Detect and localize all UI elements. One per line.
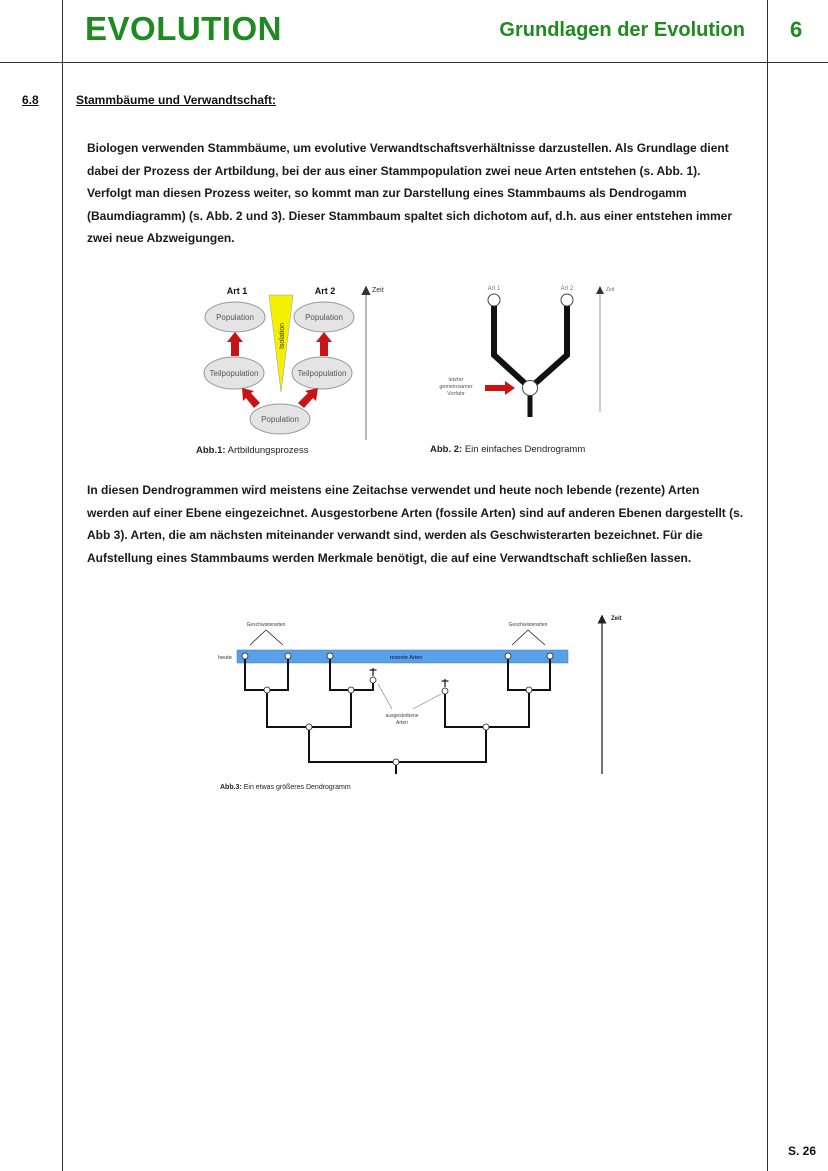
page-number: S. 26 <box>787 1144 816 1158</box>
isolation-label: Isolation <box>279 322 286 350</box>
sibling-label: Geschwisterarten <box>508 622 548 628</box>
ancestor-label: Vorfahr <box>447 391 465 397</box>
species-node <box>561 294 573 306</box>
page-title: EVOLUTION <box>85 10 283 47</box>
svg-text:Abb.3: Ein etwas größeres Dend <box>220 784 351 791</box>
text-line: Verfolgt man diesen Prozess weiter, so kommt man zur Darstellung eines Stammbaums als Dendrogamm <box>87 186 687 201</box>
caption-text: Artbildungsprozess <box>225 445 309 456</box>
text-line: In diesen Dendrogrammen wird meistens eine Zeitachse verwendet und heute noch lebende (rezente) Arten <box>87 483 700 497</box>
page-subtitle: Grundlagen der Evolution <box>499 19 745 41</box>
branches <box>494 306 567 388</box>
recent-species-label: rezente Arten <box>389 655 423 661</box>
text-line: (Baumdiagramm) (s. Abb. 2 und 3). Dieser Stammbaum spaltet sich dichotom auf, d.h. aus einer entstehen immer <box>87 208 733 223</box>
text-line: dabei der Prozess der Artbildung, bei der aus einer Stammpopulation zwei neue Arten entstehen (s. Abb. 1). <box>87 163 701 178</box>
caption-label: Abb.3: <box>220 784 242 791</box>
text-line: Biologen verwenden Stammbäume, um evolutive Verwandtschaftsverhältnisse darzustellen. Als Grundlage dient <box>87 141 729 155</box>
sibling-arrows <box>250 630 545 645</box>
node-label: Population <box>216 313 254 322</box>
ancestor-label: letzter <box>448 377 464 383</box>
extinct-label: ausgestorbene <box>385 713 419 719</box>
caption-text: Ein einfaches Dendrogramm <box>462 444 586 455</box>
node-label: Population <box>305 313 343 322</box>
extinct-cross-icon <box>370 668 449 687</box>
art2-label: Art 2 <box>314 286 336 296</box>
caption-label: Abb. 2: <box>430 444 463 455</box>
time-label: Zeit <box>372 287 384 294</box>
svg-text:Abb.1: Artbildungsprozess <box>196 445 309 456</box>
text-line: werden auf einer Ebene eingezeichnet. Ausgestorbene Arten (fossile Arten) sind auf anderen Ebenen dargestellt (s. <box>87 505 744 520</box>
svg-text:Abb. 2: Ein einfaches Dendrogr <box>430 444 585 455</box>
node-label: Teilpopulation <box>209 369 259 378</box>
caption-text: Ein etwas größeres Dendrogramm <box>241 784 351 791</box>
today-label: heute <box>218 655 232 661</box>
art2-label: Art 2 <box>560 286 574 292</box>
time-label: Zeit <box>606 287 615 293</box>
text-line: Aufstellung eines Stammbaums werden Merkmale benötigt, die auf eine Verwandtschaft schließen lassen. <box>87 550 692 565</box>
text-line: zwei neue Abzweigungen. <box>87 231 235 246</box>
text-line: Abb 3). Arten, die am nächsten miteinander verwandt sind, werden als Geschwisterarten bezeichnet. Für die <box>87 528 703 543</box>
figure-2-simple-dendrogram <box>430 286 615 455</box>
caption-label: Abb.1: <box>196 445 226 456</box>
figure-1-speciation <box>196 286 384 456</box>
node-label: Population <box>261 415 299 424</box>
section-number: 6.8 <box>22 93 39 107</box>
sibling-label: Geschwisterarten <box>246 622 286 628</box>
extinct-label: Arten <box>396 720 408 726</box>
chapter-number: 6 <box>790 17 803 42</box>
ancestor-label: gemeinsamer <box>439 384 473 390</box>
extinct-pointer-lines <box>378 684 441 709</box>
node-label: Teilpopulation <box>297 369 347 378</box>
art1-label: Art 1 <box>226 286 248 296</box>
time-label: Zeit <box>611 616 622 622</box>
art1-label: Art 1 <box>487 286 501 292</box>
section-heading: Stammbäume und Verwandtschaft: <box>76 93 277 107</box>
figure-3-larger-dendrogram <box>218 616 622 791</box>
ancestor-node <box>523 381 538 396</box>
species-node <box>488 294 500 306</box>
ancestor-arrow <box>485 381 515 395</box>
